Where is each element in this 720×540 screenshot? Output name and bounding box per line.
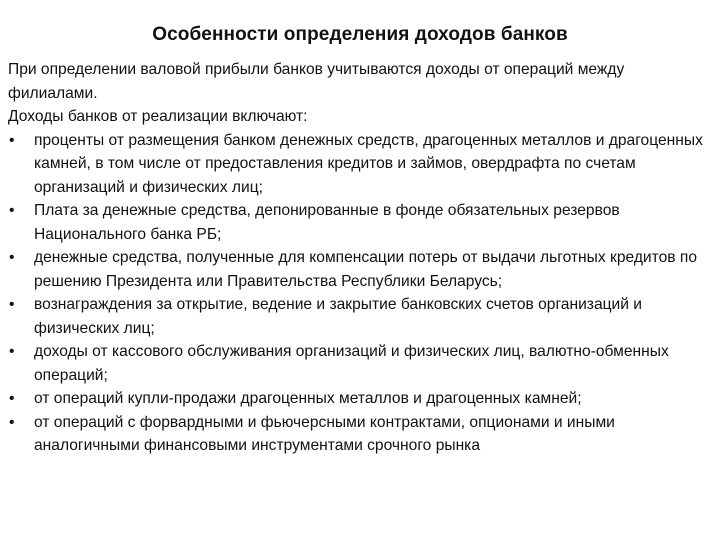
intro-paragraph: При определении валовой прибыли банков учитываются доходы от операций между филиалами.: [8, 61, 625, 102]
list-item-text: от операций с форвардными и фьючерсными контрактами, опционами и иными аналогичными финансовыми инструментами срочного рынка: [34, 413, 615, 454]
bullet-icon: •: [9, 296, 15, 313]
list-item-text: Плата за денежные средства, депонированные в фонде обязательных резервов Национального банка РБ;: [34, 202, 620, 243]
bullet-icon: •: [9, 131, 15, 149]
list-item-text: проценты от размещения банком денежных средств, драгоценных металлов и драгоценных камней, в том числе от предоставления кредитов и займов, овердрафта по счетам организаций и физических лиц;: [34, 131, 703, 196]
slide-body: [8, 58, 708, 458]
list-item: [8, 387, 708, 411]
bullet-icon: •: [9, 343, 15, 360]
bullet-icon: •: [9, 390, 15, 407]
list-item: [8, 246, 708, 293]
bullet-icon: •: [9, 202, 15, 219]
income-list: [8, 129, 708, 458]
slide-title: Особенности определения доходов банков: [152, 24, 568, 45]
list-item-text: вознаграждения за открытие, ведение и закрытие банковских счетов организаций и физических лиц;: [34, 296, 643, 337]
list-item-text: доходы от кассового обслуживания организаций и физических лиц, валютно-обменных операций;: [34, 343, 669, 384]
list-item: [8, 129, 708, 200]
list-item-text: от операций купли-продажи драгоценных металлов и драгоценных камней;: [34, 390, 582, 407]
list-item: [8, 340, 708, 387]
bullet-icon: •: [9, 413, 15, 431]
lead-paragraph: Доходы банков от реализации включают:: [8, 108, 308, 125]
list-item: [8, 293, 708, 340]
list-item: [8, 199, 708, 246]
list-item-text: денежные средства, полученные для компенсации потерь от выдачи льготных кредитов по решению Президента или Правительства Республики Беларусь;: [34, 249, 697, 290]
list-item: [8, 411, 708, 458]
bullet-icon: •: [9, 249, 15, 266]
